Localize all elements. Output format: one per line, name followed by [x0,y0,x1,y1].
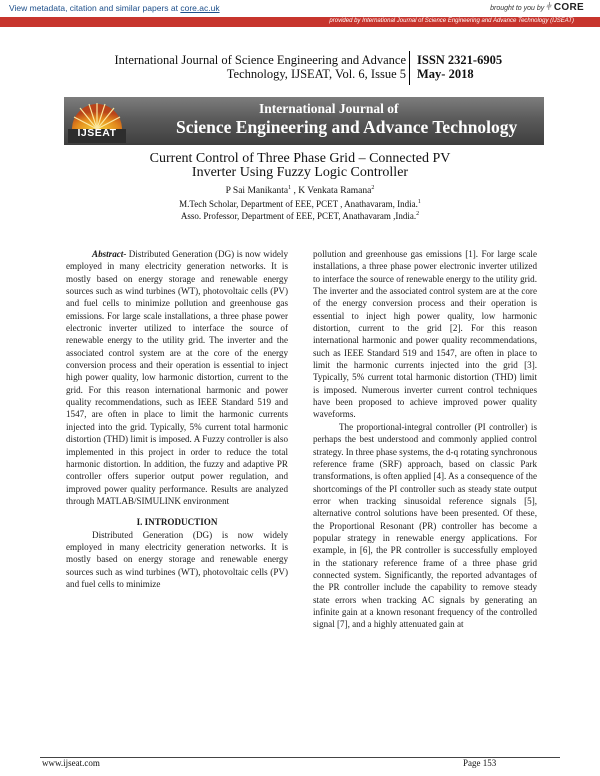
paper-title-line1: Current Control of Three Phase Grid – Connected PV [149,151,451,166]
affiliation-1 [0,199,600,209]
right-paragraph-2: The proportional-integral controller (PI controller) is perhaps the best understood and commonly applied control strategy. In three phase systems, the d-q rotating synchronous reference frame (SRF) approach, based on classic Park transformations, is often applied [4]. As a consequence of the shortcomings of the PI controller such as steady state output error when tracking sinusoidal reference signals [5], alternative control solutions have been presented. Of these, the Proportional Resonant (PR) controller has become a popular strategy in renewable energy applications. For example, in [6], the PR controller is successfully employed in the stationary reference frame of a three phase grid connected system. Significantly, the reported advantages of the PR controller include the capability to remove steady state errors when tracking AC signals by generating an infinite gain at a known resonant frequency of the controlled signal [7], and a highly attenuated gain at [313,421,537,630]
intro-paragraph: Distributed Generation (DG) is now widely employed in many electricity generation networks. It is mostly based on energy storage and renewable energy sources such as wind turbines (WT), photovoltaic cells (PV) and fuel cells to minimize [66,529,288,589]
journal-issn: ISSN 2321-6905 [417,53,503,67]
core-logo-text: CORE [553,2,584,13]
affiliation-2-text: Asso. Professor, Department of EEE, PCET, Anathavaram ,India. [180,211,417,221]
core-metadata-notice [9,3,220,13]
section-heading-introduction: I. INTRODUCTION [136,517,218,528]
affiliation-2-sup: 2 [416,211,420,217]
author-1-sup: 1 [288,184,292,191]
journal-date: May- 2018 [417,67,474,81]
author-1: P Sai Manikanta [225,186,289,196]
provided-by-bar [0,17,600,27]
paper-title-line2: Inverter Using Fuzzy Logic Controller [191,165,409,180]
right-column [313,248,537,631]
banner-title-line2: Science Engineering and Advance Technology [176,117,518,137]
core-link[interactable]: core.ac.uk [180,3,220,13]
journal-name-line1: International Journal of Science Engineering and Advance [114,53,406,67]
left-column [66,248,288,590]
provided-by-text: provided by International Journal of Science Engineering and Advance Technology (IJSEAT) [329,18,574,24]
author-2: , K Venkata Ramana [291,186,372,196]
footer-url[interactable]: www.ijseat.com [42,758,100,768]
journal-name-line2: Technology, IJSEAT, Vol. 6, Issue 5 [226,67,406,81]
footer-page-number: Page 153 [463,758,497,768]
affiliation-1-text: M.Tech Scholar, Department of EEE, PCET , Anathavaram, India. [179,199,418,209]
journal-banner [64,97,544,145]
right-paragraph-1: pollution and greenhouse gas emissions [1]. For large scale installations, a three phase power electronic inverter utilized to interface the source of renewable energy to the utility grid. The inverter and the associated control system are at the core of the energy conversion process and their operation is essential to inject high power quality, low harmonic distortion, current to the grid [2]. For this reason international harmonic and power quality recommendations, such as IEEE Standard 519 and 1547, are often in place to limit the harmonic currents injected into the grid [3]. Typically, 5% current total harmonic distortion (THD) limit is imposed. Numerous inverter current control techniques have been proposed to achieve improved power quality waveforms. [313,249,537,420]
brought-by-text: brought to you by [490,5,545,12]
author-2-sup: 2 [371,184,375,191]
abstract-text: Distributed Generation (DG) is now widely employed in many electricity generation networks. It is mostly based on energy storage and renewable energy sources such as wind turbines (WT), photovoltaic cells (PV) and fuel cells to minimize pollution and greenhouse gas emissions. For large scale installations, a three phase power electronic inverter utilized to interface the source of renewable energy to the utility grid. The inverter and the associated control system are at the core of the energy conversion process and their operation is essential to inject high power quality, low harmonic distortion, current to the grid. For this reason international harmonic and power quality recommendations, such as IEEE Standard 519 and 1547, are often in place to limit the harmonic currents injected into the grid. Typically, 5% current total harmonic distortion (THD) limit is imposed. A Fuzzy controller is also implemented in this project in order to reduce the total harmonic distortion. In addition, the fuzzy and adaptive PR controller offers superior output power regulation, and improved power quality performance. Results are analyzed through MATLAB/SIMULINK environment [66,249,288,506]
core-view-text: View metadata, citation and similar papers at [9,3,181,13]
core-brought-by[interactable] [490,2,584,13]
banner-logo-text: IJSEAT [77,127,117,139]
banner-title-line1: International Journal of [259,101,399,116]
affiliation-1-sup: 1 [417,199,421,205]
affiliation-2 [0,211,600,221]
header-divider [409,51,410,85]
abstract-paragraph [66,248,288,507]
core-logo-icon: ⫩ [546,2,552,13]
abstract-label: Abstract- [92,249,127,259]
paper-authors [0,186,600,196]
